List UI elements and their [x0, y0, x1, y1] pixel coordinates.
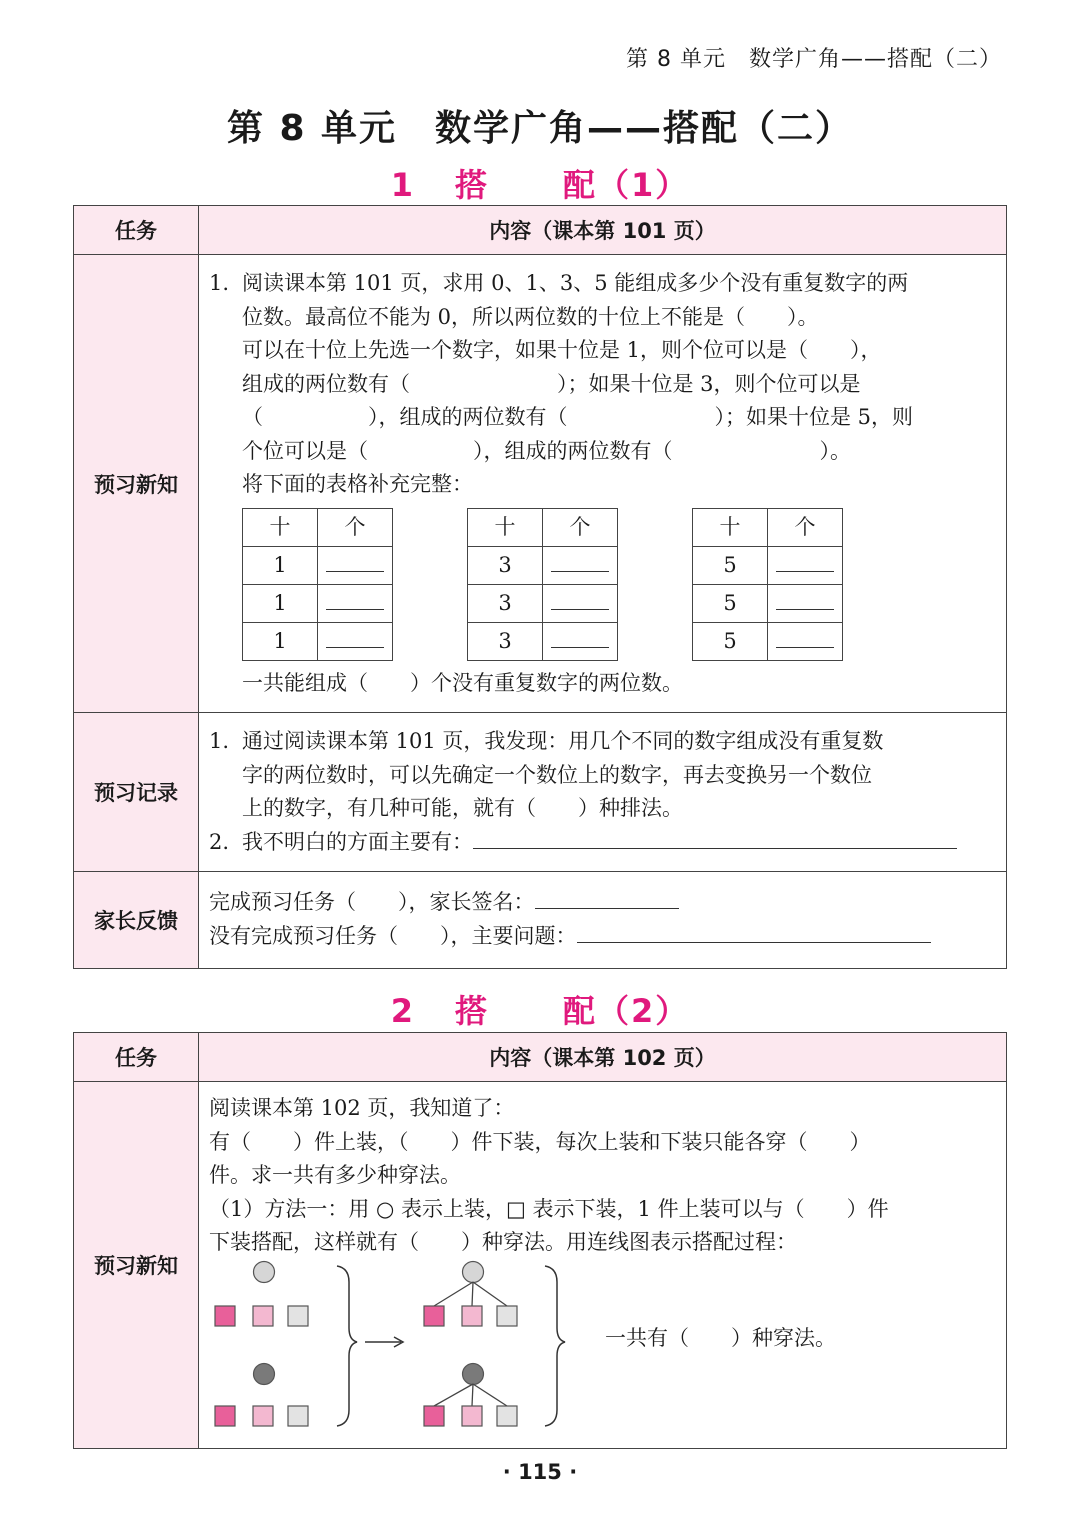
q1-line: 将下面的表格补充完整： — [242, 472, 473, 496]
match-line — [434, 1384, 473, 1406]
bottom-garment-square — [253, 1406, 273, 1426]
bottom-garment-square — [497, 1306, 517, 1326]
total-ways-text: 一共有（ ）种穿法。 — [605, 1325, 836, 1350]
r1-line: 通过阅读课本第 101 页，我发现：用几个不同的数字组成没有重复数 — [242, 729, 884, 753]
section1-header-content: 内容（课本第 101 页） — [199, 206, 1007, 255]
section1-number: 1 — [390, 166, 415, 204]
section2-row1-label: 预习新知 — [74, 1082, 199, 1449]
section1-row2-content — [199, 713, 1007, 872]
right-brace — [545, 1266, 565, 1426]
tens-digit: 1 — [243, 584, 318, 622]
s2-line: 件。求一共有多少种穿法。 — [209, 1163, 461, 1187]
section1-row1-label: 预习新知 — [74, 255, 199, 713]
bottom-garment-square — [424, 1306, 444, 1326]
ones-blank[interactable] — [318, 622, 393, 660]
bottom-garment-square — [253, 1306, 273, 1326]
tens-digit: 1 — [243, 622, 318, 660]
section1-row2-label: 预习记录 — [74, 713, 199, 872]
digit-tables — [209, 508, 996, 661]
tens-digit: 3 — [468, 584, 543, 622]
chapter-title: 第 8 单元 数学广角——搭配（二） — [226, 108, 854, 149]
section1-char2: 配（1） — [563, 166, 690, 204]
feedback-complete: 完成预习任务（ ），家长签名： — [209, 890, 535, 914]
section2-table — [73, 1032, 1007, 1449]
section2-char1: 搭 — [454, 992, 489, 1030]
q1-line: 可以在十位上先选一个数字，如果十位是 1，则个位可以是（ ）， — [242, 338, 882, 362]
s2-line: 下装搭配，这样就有（ ）种穿法。用连线图表示搭配过程： — [209, 1230, 797, 1254]
tens-digit: 5 — [693, 546, 768, 584]
bottom-garment-square — [424, 1406, 444, 1426]
answer-line[interactable] — [473, 826, 957, 849]
col-header-tens: 十 — [693, 508, 768, 546]
problem-line[interactable] — [577, 920, 931, 943]
match-line — [472, 1282, 473, 1306]
match-line — [434, 1282, 473, 1306]
bottom-garment-square — [462, 1306, 482, 1326]
ones-blank[interactable] — [543, 622, 618, 660]
r1-line: 上的数字，有几种可能，就有（ ）种排法。 — [242, 796, 683, 820]
page-number: · 115 · — [502, 1460, 578, 1484]
tens-digit: 1 — [243, 546, 318, 584]
s2-line: 阅读课本第 102 页，我知道了： — [209, 1096, 515, 1120]
section1-row3-content — [199, 872, 1007, 969]
r2-number: 2. — [209, 829, 230, 854]
section1-char1: 搭 — [454, 166, 489, 204]
matching-diagram — [209, 1260, 996, 1430]
digit-table — [242, 508, 393, 661]
match-line — [473, 1282, 507, 1306]
ones-blank[interactable] — [768, 584, 843, 622]
section2-row1-content — [199, 1082, 1007, 1449]
tens-digit: 5 — [693, 584, 768, 622]
bottom-garment-square — [215, 1306, 235, 1326]
top-garment-circle — [254, 1363, 275, 1384]
section2-header-content: 内容（课本第 102 页） — [199, 1033, 1007, 1082]
r1-number: 1. — [209, 729, 230, 753]
tens-digit: 3 — [468, 546, 543, 584]
bottom-garment-square — [215, 1406, 235, 1426]
signature-line[interactable] — [535, 886, 679, 909]
section2-number: 2 — [390, 992, 415, 1030]
ones-blank[interactable] — [768, 546, 843, 584]
running-head: 第 8 单元 数学广角——搭配（二） — [626, 47, 1002, 72]
q1-line: 组成的两位数有（ ）；如果十位是 3，则个位可以是 — [242, 371, 861, 396]
section1-row3-label: 家长反馈 — [74, 872, 199, 969]
bottom-garment-square — [288, 1306, 308, 1326]
tens-digit: 3 — [468, 622, 543, 660]
ones-blank[interactable] — [318, 584, 393, 622]
col-header-ones: 个 — [318, 508, 393, 546]
q1-line: 个位可以是（ ），组成的两位数有（ ）。 — [242, 438, 851, 463]
section1-title — [0, 160, 1080, 206]
r2-text: 我不明白的方面主要有： — [242, 829, 473, 854]
section1-row1-content — [199, 255, 1007, 713]
q1-line: 位数。最高位不能为 0，所以两位数的十位上不能是（ ）。 — [242, 304, 819, 329]
section2-char2: 配（2） — [563, 992, 690, 1030]
digit-table — [692, 508, 843, 661]
section1-header-task: 任务 — [74, 206, 199, 255]
section2-header-task: 任务 — [74, 1033, 199, 1082]
ones-blank[interactable] — [318, 546, 393, 584]
digit-table — [467, 508, 618, 661]
ones-blank[interactable] — [543, 584, 618, 622]
match-line — [472, 1384, 473, 1406]
s2-line: （1）方法一：用 ○ 表示上装，□ 表示下装，1 件上装可以与（ ）件 — [209, 1196, 889, 1221]
section2-title — [0, 986, 1080, 1032]
ones-blank[interactable] — [768, 622, 843, 660]
r1-line: 字的两位数时，可以先确定一个数位上的数字，再去变换另一个数位 — [242, 762, 872, 787]
match-line — [473, 1384, 507, 1406]
col-header-tens: 十 — [468, 508, 543, 546]
q1-line: 阅读课本第 101 页，求用 0、1、3、5 能组成多少个没有重复数字的两 — [242, 271, 909, 295]
q1-final: 一共能组成（ ）个没有重复数字的两位数。 — [242, 670, 683, 695]
tens-digit: 5 — [693, 622, 768, 660]
top-garment-circle — [254, 1261, 275, 1282]
feedback-incomplete: 没有完成预习任务（ ），主要问题： — [209, 923, 577, 948]
col-header-tens: 十 — [243, 508, 318, 546]
col-header-ones: 个 — [768, 508, 843, 546]
q1-line: （ ），组成的两位数有（ ）；如果十位是 5，则 — [242, 405, 914, 429]
s2-line: 有（ ）件上装，（ ）件下装，每次上装和下装只能各穿（ ） — [209, 1129, 871, 1154]
top-garment-circle — [463, 1363, 484, 1384]
bottom-garment-square — [462, 1406, 482, 1426]
bottom-garment-square — [288, 1406, 308, 1426]
top-garment-circle — [463, 1261, 484, 1282]
section1-table — [73, 205, 1007, 969]
left-brace — [337, 1266, 357, 1426]
bottom-garment-square — [497, 1406, 517, 1426]
ones-blank[interactable] — [543, 546, 618, 584]
q1-number: 1. — [209, 271, 230, 295]
col-header-ones: 个 — [543, 508, 618, 546]
